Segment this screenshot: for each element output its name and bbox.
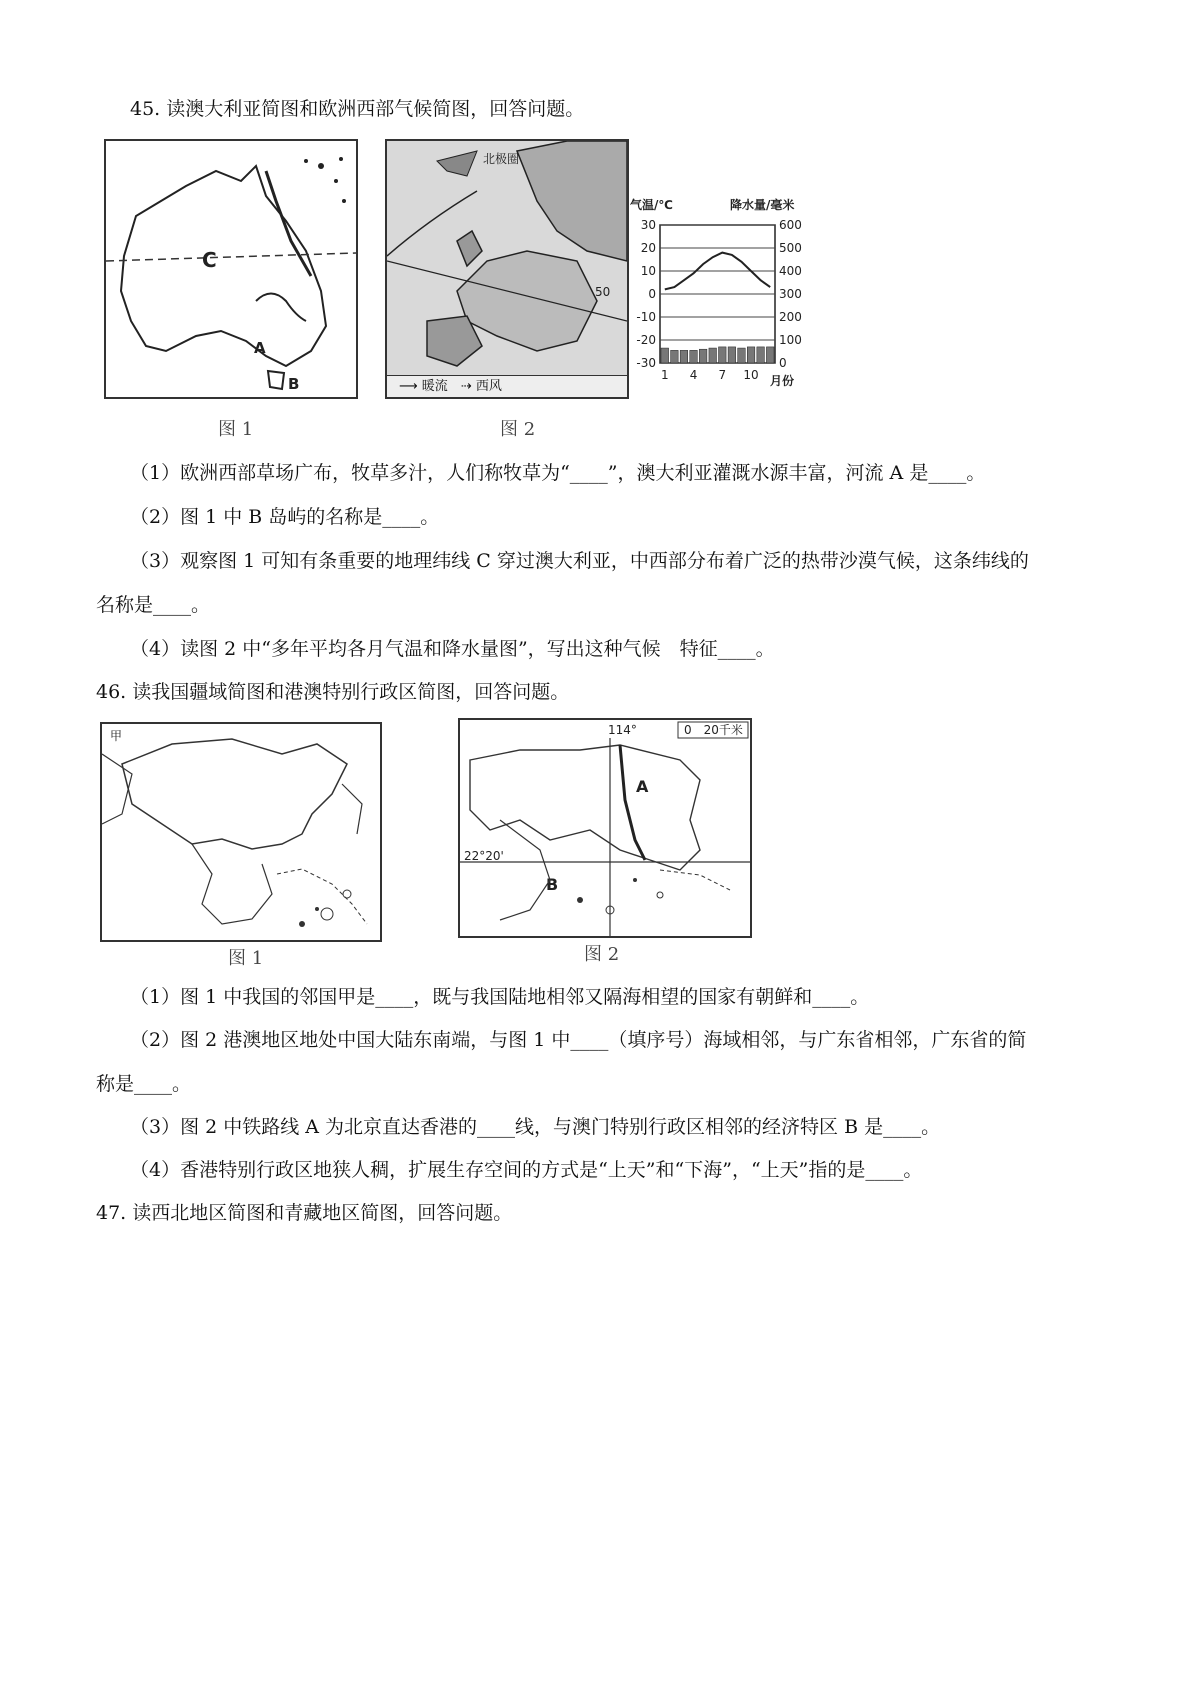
q45-question-1: （1）欧洲西部草场广布，牧草多汁，人们称牧草为“____”，澳大利亚灌溉水源丰富，河流 A 是____。 (130, 462, 986, 484)
fig2-caption-q45: 图 2 (500, 419, 536, 440)
question-45-title: 45. 读澳大利亚简图和欧洲西部气候简图，回答问题。 (130, 98, 585, 120)
temp-tick-label: -20 (636, 333, 656, 347)
precip-bar (747, 347, 755, 363)
q45-question-3-cont: 名称是____。 (96, 594, 211, 616)
label-b-zone: B (546, 875, 559, 894)
x-unit-label: 月份 (770, 374, 795, 388)
temp-tick-label: 10 (640, 264, 656, 278)
precip-tick-label: 400 (779, 264, 802, 278)
temp-tick-label: -10 (636, 310, 656, 324)
q45-question-3: （3）观察图 1 可知有条重要的地理纬线 C 穿过澳大利亚，中西部分布着广泛的热带沙漠气候，这条纬线的 (130, 550, 1029, 572)
precip-bar (699, 349, 707, 363)
map-legend: ⟶ 暖流 ⇢ 西风 (387, 375, 627, 397)
temp-tick-label: -30 (636, 356, 656, 370)
month-tick-label: 10 (743, 368, 759, 382)
month-tick-label: 7 (718, 368, 727, 382)
precip-tick-label: 200 (779, 310, 802, 324)
label-a: A (254, 339, 266, 357)
label-jia: 甲 (110, 729, 123, 743)
fig2-caption-q46: 图 2 (584, 944, 620, 965)
precip-bar (766, 347, 774, 363)
precip-tick-label: 0 (779, 356, 787, 370)
label-a-railway: A (636, 777, 649, 796)
precip-bar (690, 350, 698, 363)
precip-tick-label: 600 (779, 218, 802, 232)
temp-tick-label: 20 (640, 241, 656, 255)
label-22-20: 22°20' (464, 849, 504, 863)
climate-chart (620, 195, 820, 395)
europe-map (385, 139, 629, 399)
q46-question-2: （2）图 2 港澳地区地处中国大陆东南端，与图 1 中____（填序号）海域相邻，与广东省相邻，广东省的简 (130, 1029, 1027, 1051)
china-map (100, 722, 382, 942)
q46-question-4: （4）香港特别行政区地狭人稠，扩展生存空间的方式是“上天”和“下海”，“上天”指的是____。 (130, 1159, 923, 1181)
legend-warm-current: 暖流 (421, 379, 448, 394)
question-47-title: 47. 读西北地区简图和青藏地区简图，回答问题。 (96, 1202, 513, 1224)
fig1-caption-q46: 图 1 (228, 948, 264, 969)
q46-question-2-cont: 称是____。 (96, 1073, 192, 1095)
label-c: C (202, 248, 217, 272)
australia-map (104, 139, 358, 399)
month-tick-label: 4 (689, 368, 698, 382)
precip-bar (680, 350, 688, 363)
q46-question-3: （3）图 2 中铁路线 A 为北京直达香港的____线，与澳门特别行政区相邻的经济特区 B 是____。 (130, 1116, 941, 1138)
q45-question-4: （4）读图 2 中“多年平均各月气温和降水量图”，写出这种气候 特征____。 (130, 638, 775, 660)
temp-tick-label: 0 (648, 287, 656, 301)
precip-tick-label: 300 (779, 287, 802, 301)
precip-tick-label: 100 (779, 333, 802, 347)
precip-bar (738, 348, 746, 363)
precip-bar (661, 348, 669, 363)
precip-bar (671, 350, 679, 363)
hk-macau-map (458, 718, 752, 938)
precip-bar (757, 347, 765, 363)
q46-question-1: （1）图 1 中我国的邻国甲是____，既与我国陆地相邻又隔海相望的国家有朝鲜和____。 (130, 986, 870, 1008)
month-tick-label: 1 (660, 368, 669, 382)
label-50: 50 (595, 285, 611, 299)
precip-bar (719, 347, 727, 363)
q45-question-2: （2）图 1 中 B 岛屿的名称是____。 (130, 506, 440, 528)
precip-bar (728, 347, 736, 363)
label-114: 114° (608, 723, 637, 737)
label-arctic-circle: 北极圈 (483, 152, 520, 166)
precip-bar (709, 348, 717, 363)
precip-axis-title: 降水量/毫米 (730, 198, 795, 212)
precip-tick-label: 500 (779, 241, 802, 255)
temp-axis-title: 气温/℃ (630, 198, 673, 212)
temp-tick-label: 30 (640, 218, 656, 232)
legend-westerly: 西风 (475, 379, 502, 394)
label-b: B (288, 375, 300, 393)
label-scale: 0 20千米 (684, 723, 743, 737)
question-46-title: 46. 读我国疆域简图和港澳特别行政区简图，回答问题。 (96, 681, 570, 703)
fig1-caption-q45: 图 1 (218, 419, 254, 440)
